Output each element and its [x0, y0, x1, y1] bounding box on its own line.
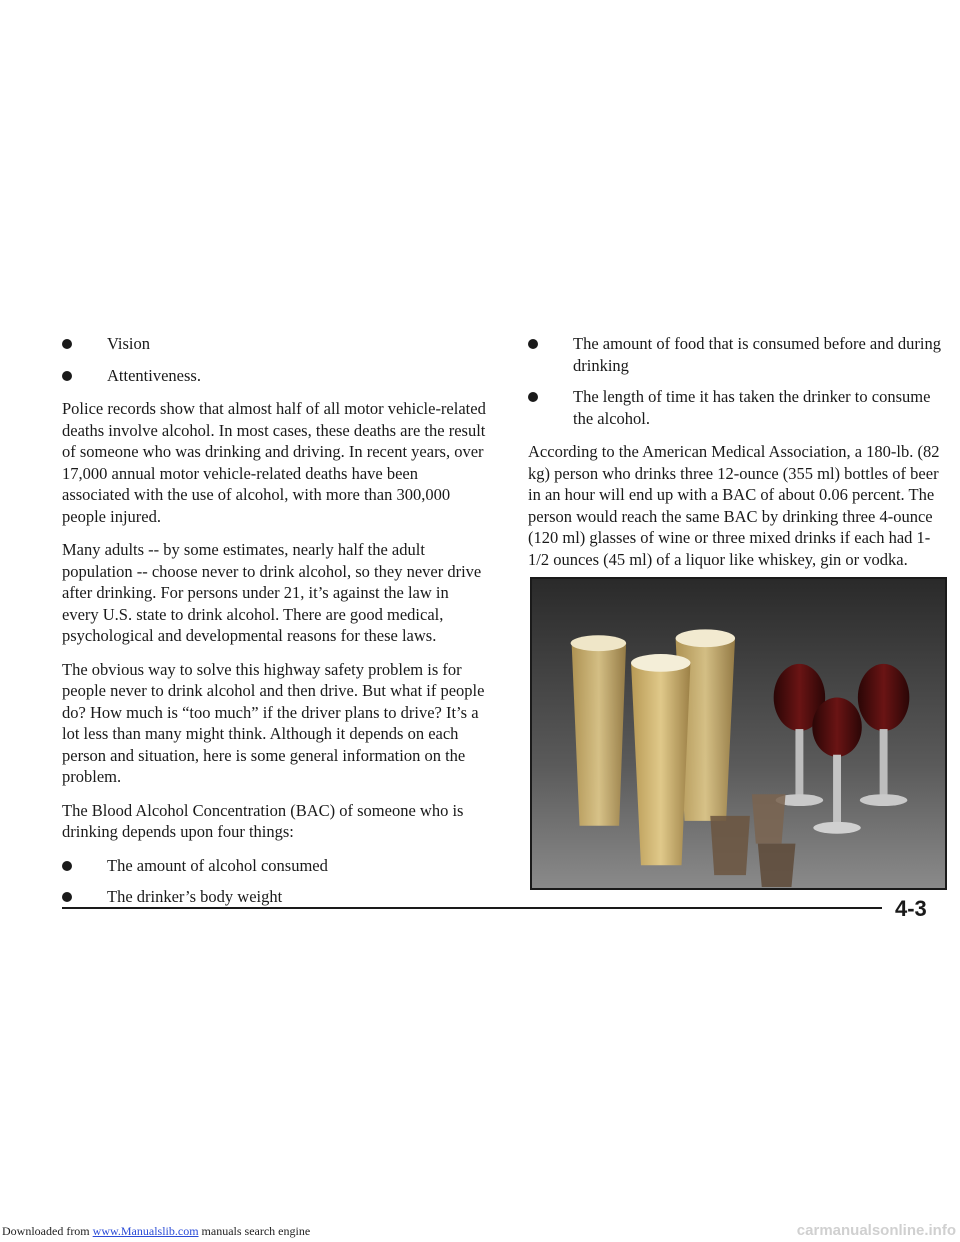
bullet-text: The drinker’s body weight: [107, 887, 283, 906]
footer-suffix: manuals search engine: [198, 1224, 311, 1238]
bullet-icon: [528, 392, 538, 402]
bullet-item: [62, 886, 487, 908]
right-column: [528, 333, 948, 582]
paragraph: According to the American Medical Association, a 180-lb. (82 kg) person who drinks three 12-ounce (355 ml) bottles of beer in an hour will end up with a BAC of about 0.06 percent. The person would reach the same BAC by drinking three 4-ounce (120 ml) glasses of wine or three mixed drinks if each had 1-1/2 ounces (45 ml) of a liquor like whiskey, gin or vodka.: [528, 442, 940, 569]
bullet-item: [528, 333, 948, 376]
bullet-item: [62, 333, 487, 355]
bullet-text: Attentiveness.: [107, 365, 201, 385]
bullet-text: The amount of food that is consumed before and during drinking: [573, 334, 941, 375]
page-number: 4-3: [895, 896, 927, 921]
bullet-text: The length of time it has taken the drinker to consume the alcohol.: [573, 387, 931, 428]
left-column: [62, 333, 487, 918]
bullet-text: The amount of alcohol consumed: [107, 855, 328, 875]
paragraph: The Blood Alcohol Concentration (BAC) of someone who is drinking depends upon four things:: [62, 800, 464, 841]
footer-prefix: Downloaded from: [2, 1224, 93, 1238]
bullet-icon: [62, 861, 72, 871]
footer-rule: [62, 907, 882, 909]
drinks-photo: [530, 577, 947, 890]
watermark: carmanualsonline.info: [796, 1222, 956, 1239]
download-footer: [2, 1224, 310, 1239]
bullet-icon: [62, 892, 72, 902]
bullet-icon: [62, 339, 72, 349]
bullet-item: [62, 365, 487, 387]
manualslib-link[interactable]: www.Manualslib.com: [92, 1224, 199, 1238]
bullet-item: [528, 386, 948, 429]
bullet-icon: [62, 371, 72, 381]
bullet-item: [62, 855, 487, 877]
paragraph: Many adults -- by some estimates, nearly half the adult population -- choose never to drink alcohol, so they never drive after drinking. For persons under 21, it’s against the law in every U.S. state to drink alcohol. There are good medical, psychological and developmental reasons for these laws.: [62, 540, 482, 645]
bullet-icon: [528, 339, 538, 349]
bullet-text: Vision: [107, 334, 151, 353]
paragraph: The obvious way to solve this highway safety problem is for people never to drink alcohol and then drive. But what if people do? How much is “too much” if the driver plans to drive? It’s a lot less than many might think. Although it depends on each person and situation, here is some general information on the problem.: [62, 659, 485, 786]
drinks-illustration: [532, 579, 945, 888]
paragraph: Police records show that almost half of all motor vehicle-related deaths involve alcohol. In most cases, these deaths are the result of someone who was drinking and driving. In recent years, over 17,000 annual motor vehicle-related deaths have been associated with the use of alcohol, with more than 300,000 people injured.: [62, 399, 486, 526]
